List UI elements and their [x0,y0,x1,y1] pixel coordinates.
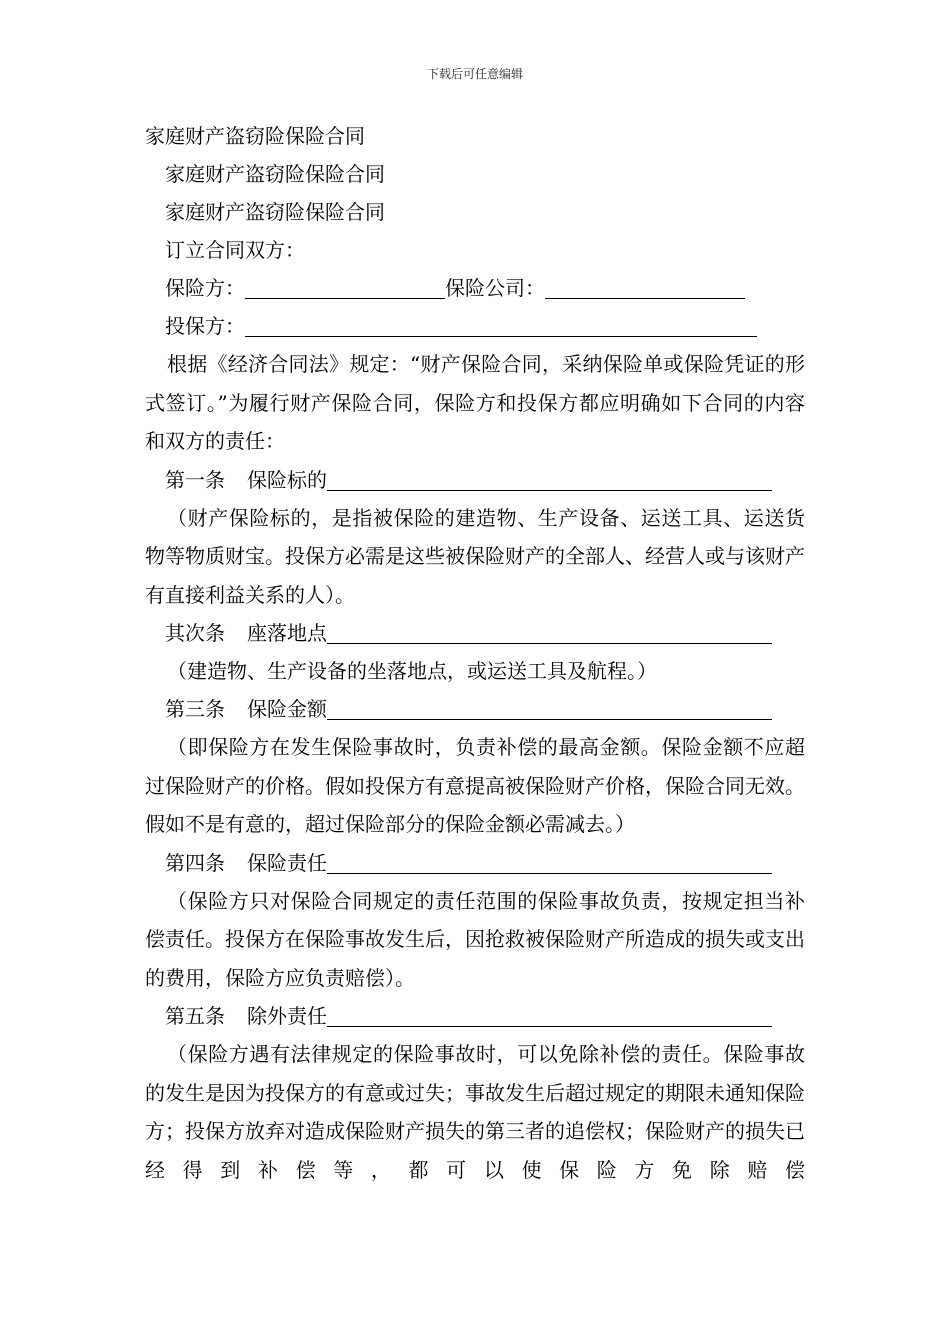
page-header: 下载后可任意编辑 [426,67,523,81]
article-4-row [145,844,805,882]
article-4-number: 第四条 [165,850,225,875]
article-5-title: 除外责任 [247,1004,327,1028]
article-2-note: （建造物、生产设备的坐落地点，或运送工具及航程。） [167,659,657,683]
article-1-title: 保险标的 [247,467,327,492]
article-5-row [145,997,805,1035]
insurer-blank[interactable] [245,274,445,299]
article-2-row [145,614,805,652]
insurer-row [145,269,805,307]
insurer-label: 保险方： [165,276,245,300]
article-4-title: 保险责任 [247,850,327,875]
article-5-number: 第五条 [165,1004,225,1028]
article-3-note: （即保险方在发生保险事故时，负责补偿的最高金额。保险金额不应超过保险财产的价格。假如投保方有意提高被保险财产价格，保险合同无效。假如不是有意的，超过保险部分的保险金额必需减去。） [145,735,805,836]
article-1-row [145,461,805,499]
intro-paragraph: 根据《经济合同法》规定：“财产保险合同，采纳保险单或保险凭证的形式签订。”为履行财产保险合同，保险方和投保方都应明确如下合同的内容和双方的责任： [145,352,805,453]
article-1-number: 第一条 [165,467,225,492]
document-body [145,117,805,1189]
article-3-title: 保险金额 [247,697,327,721]
article-2-number: 其次条 [165,621,225,645]
insured-blank[interactable] [245,312,757,337]
article-5-note: （保险方遇有法律规定的保险事故时，可以免除补偿的责任。保险事故的发生是因为投保方的有意或过失；事故发生后超过规定的期限未通知保险方；投保方放弃对造成保险财产损失的第三者的追偿权；保险财产的损失已经得到补偿等，都可以使保险方免除赔偿 [145,1042,805,1182]
article-2-blank[interactable] [327,619,772,644]
company-label: 保险公司： [445,276,545,300]
article-3-blank[interactable] [327,695,772,720]
document-subtitle: 家庭财产盗窃险保险合同 [165,162,385,186]
article-5-blank[interactable] [327,1002,772,1027]
document-subtitle-repeat: 家庭财产盗窃险保险合同 [165,200,385,224]
article-3-row [145,690,805,728]
article-1-blank[interactable] [327,466,772,491]
article-2-title: 座落地点 [247,621,327,645]
parties-label: 订立合同双方： [165,238,305,262]
article-4-blank[interactable] [327,849,772,874]
article-4-note: （保险方只对保险合同规定的责任范围的保险事故负责，按规定担当补偿责任。投保方在保险事故发生后，因抢救被保险财产所造成的损失或支出的费用，保险方应负责赔偿）。 [145,888,805,990]
article-3-number: 第三条 [165,697,225,721]
company-blank[interactable] [545,274,745,299]
insured-row [145,307,805,345]
document-title: 家庭财产盗窃险保险合同 [145,124,365,148]
insured-label: 投保方： [165,314,245,338]
article-1-note: （财产保险标的，是指被保险的建造物、生产设备、运送工具、运送货物等物质财宝。投保方必需是这些被保险财产的全部人、经营人或与该财产有直接利益关系的人）。 [145,505,805,607]
